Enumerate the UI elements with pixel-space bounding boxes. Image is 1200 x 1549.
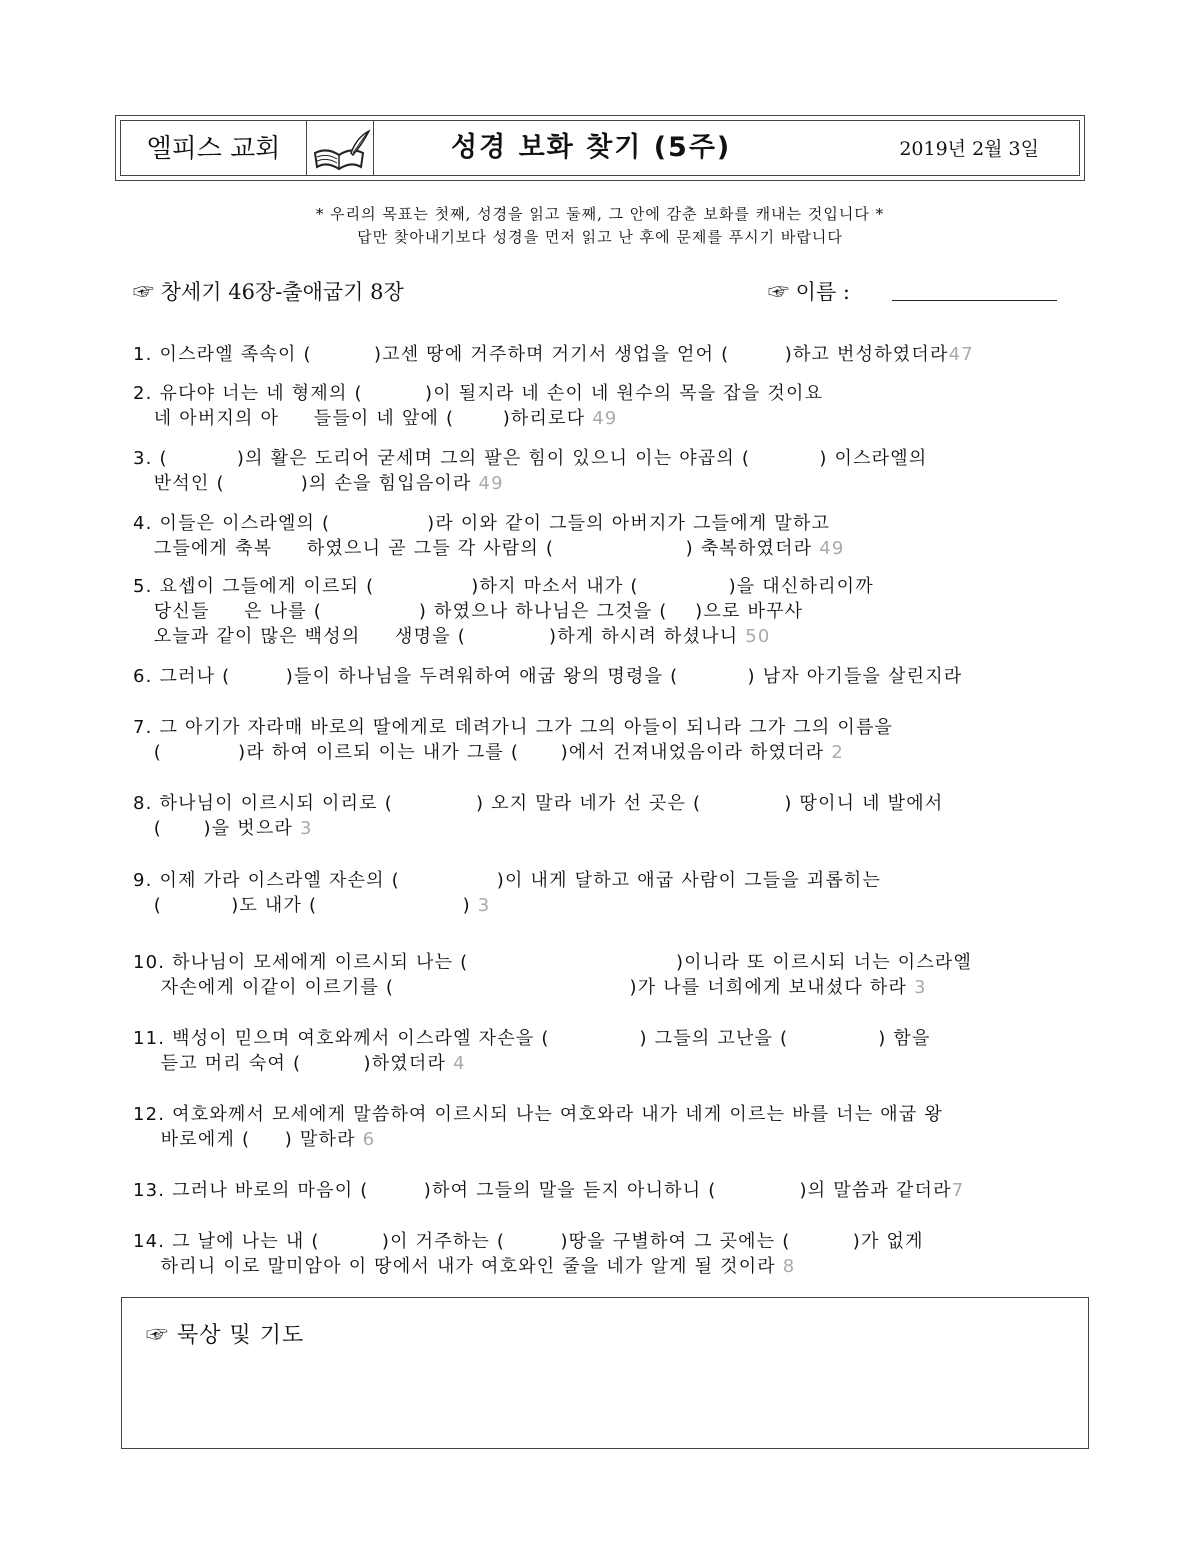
question-item xyxy=(133,511,1073,561)
question-text: 14. 그 날에 나는 내 ( )이 거주하는 ( )땅을 구별하여 그 곳에는 ( )가 없게 xyxy=(133,1231,924,1252)
question-text: 네 아버지의 아 들들이 네 앞에 ( )하리로다 xyxy=(133,408,593,429)
chapter-reference: 49 xyxy=(819,538,845,559)
chapter-reference: 6 xyxy=(362,1129,376,1150)
question-line[interactable] xyxy=(133,624,1073,649)
intro-line-1: * 우리의 목표는 첫째, 성경을 읽고 둘째, 그 안에 감춘 보화를 캐내는 것입니다 * xyxy=(315,205,885,223)
bible-range-heading: ☞ 창세기 46장-출애굽기 8장 xyxy=(133,280,404,304)
question-item xyxy=(133,1102,1073,1152)
question-text: 하리니 이로 말미암아 이 땅에서 내가 여호와인 줄을 네가 알게 될 것이라 xyxy=(133,1256,783,1277)
question-line[interactable] xyxy=(133,740,1073,765)
question-item xyxy=(133,868,1073,918)
question-text: 7. 그 아기가 자라매 바로의 딸에게로 데려가니 그가 그의 아들이 되니라 그가 그의 이름을 xyxy=(133,717,894,738)
question-text: 1. 이스라엘 족속이 ( )고센 땅에 거주하며 거기서 생업을 얻어 ( )하고 번성하였더라 xyxy=(133,344,949,365)
question-text: 그들에게 축복 하였으니 곧 그들 각 사람의 ( ) 축복하였더라 xyxy=(133,538,820,559)
question-line[interactable] xyxy=(133,406,1073,431)
question-line[interactable] xyxy=(133,1026,1073,1051)
question-line[interactable] xyxy=(133,715,1073,740)
question-item xyxy=(133,574,1073,649)
chapter-reference: 3 xyxy=(299,818,313,839)
question-line[interactable] xyxy=(133,975,1073,1000)
question-item xyxy=(133,1178,1073,1203)
question-line[interactable] xyxy=(133,893,1073,918)
prayer-box[interactable] xyxy=(121,1297,1089,1449)
question-item xyxy=(133,446,1073,496)
question-text: ( )을 벗으라 xyxy=(133,818,300,839)
question-text: 4. 이들은 이스라엘의 ( )라 이와 같이 그들의 아버지가 그들에게 말하고 xyxy=(133,513,831,534)
question-text: 10. 하나님이 모세에게 이르시되 나는 ( )이니라 또 이르시되 너는 이스라엘 xyxy=(133,952,973,973)
question-text: 자손에게 이같이 이르기를 ( )가 나를 너희에게 보내셨다 하라 xyxy=(133,977,914,998)
question-line[interactable] xyxy=(133,574,1073,599)
question-text: 13. 그러나 바로의 마음이 ( )하여 그들의 말을 듣지 아니하니 ( )의 말씀과 같더라 xyxy=(133,1180,952,1201)
chapter-reference: 4 xyxy=(453,1053,466,1074)
chapter-reference: 49 xyxy=(478,473,504,494)
question-line[interactable] xyxy=(133,471,1073,496)
question-text: 바로에게 ( ) 말하라 xyxy=(133,1129,363,1150)
question-line[interactable] xyxy=(133,791,1073,816)
question-item xyxy=(133,715,1073,765)
question-line[interactable] xyxy=(133,342,1073,367)
chapter-reference: 3 xyxy=(477,895,491,916)
question-text: ( )라 하여 이르되 이는 내가 그를 ( )에서 건져내었음이라 하였더라 xyxy=(133,742,832,763)
question-line[interactable] xyxy=(133,664,1073,689)
date-label: 2019년 2월 3일 xyxy=(899,138,1039,160)
question-text: 11. 백성이 믿으며 여호와께서 이스라엘 자손을 ( ) 그들의 고난을 ( ) 함을 xyxy=(133,1028,931,1049)
question-line[interactable] xyxy=(133,536,1073,561)
question-line[interactable] xyxy=(133,1127,1073,1152)
name-input-line[interactable] xyxy=(892,300,1057,301)
header-inner-frame xyxy=(120,120,1080,176)
question-text: 12. 여호와께서 모세에게 말씀하여 이르시되 나는 여호와라 내가 네게 이르는 바를 너는 애굽 왕 xyxy=(133,1104,943,1125)
question-text: 3. ( )의 활은 도리어 굳세며 그의 팔은 힘이 있으니 이는 야곱의 ( ) 이스라엘의 xyxy=(133,448,928,469)
chapter-reference: 50 xyxy=(745,626,771,647)
question-line[interactable] xyxy=(133,1102,1073,1127)
question-item xyxy=(133,381,1073,431)
question-text: 9. 이제 가라 이스라엘 자손의 ( )이 내게 달하고 애굽 사람이 그들을 괴롭히는 xyxy=(133,870,882,891)
question-line[interactable] xyxy=(133,381,1073,406)
question-line[interactable] xyxy=(133,599,1073,624)
chapter-reference: 8 xyxy=(782,1256,796,1277)
question-line[interactable] xyxy=(133,950,1073,975)
question-item xyxy=(133,342,1073,367)
prayer-title: ☞ 묵상 및 기도 xyxy=(146,1323,305,1348)
question-item xyxy=(133,950,1073,1000)
chapter-reference: 7 xyxy=(951,1180,965,1201)
question-item xyxy=(133,1026,1073,1076)
question-text: 6. 그러나 ( )들이 하나님을 두려워하여 애굽 왕의 명령을 ( ) 남자 아기들을 살린지라 xyxy=(133,666,963,687)
question-item xyxy=(133,664,1073,689)
question-item xyxy=(133,1229,1073,1279)
question-text: 오늘과 같이 많은 백성의 생명을 ( )하게 하시려 하셨나니 xyxy=(133,626,746,647)
question-line[interactable] xyxy=(133,868,1073,893)
chapter-reference: 47 xyxy=(948,344,974,365)
question-line[interactable] xyxy=(133,816,1073,841)
question-text: 5. 요셉이 그들에게 이르되 ( )하지 마소서 내가 ( )을 대신하리이까 xyxy=(133,576,874,597)
church-name: 엘피스 교회 xyxy=(121,121,307,175)
intro-line-2: 답만 찾아내기보다 성경을 먼저 읽고 난 후에 문제를 푸시기 바랍니다 xyxy=(357,228,843,246)
header-divider xyxy=(373,121,374,175)
book-quill-icon xyxy=(311,127,371,173)
question-text: 2. 유다야 너는 네 형제의 ( )이 될지라 네 손이 네 원수의 목을 잡을 것이요 xyxy=(133,383,824,404)
chapter-reference: 3 xyxy=(913,977,927,998)
question-text: ( )도 내가 ( ) xyxy=(133,895,478,916)
header-box xyxy=(115,115,1085,181)
question-item xyxy=(133,791,1073,841)
question-text: 당신들 은 나를 ( ) 하였으나 하나님은 그것을 ( )으로 바꾸사 xyxy=(133,601,804,622)
question-text: 8. 하나님이 이르시되 이리로 ( ) 오지 말라 네가 선 곳은 ( ) 땅이니 네 발에서 xyxy=(133,793,944,814)
question-text: 듣고 머리 숙여 ( )하였더라 xyxy=(133,1053,453,1074)
question-text: 반석인 ( )의 손을 힘입음이라 xyxy=(133,473,479,494)
question-line[interactable] xyxy=(133,1254,1073,1279)
name-label: ☞ 이름 : xyxy=(768,280,850,304)
question-line[interactable] xyxy=(133,511,1073,536)
chapter-reference: 2 xyxy=(831,742,844,763)
question-line[interactable] xyxy=(133,446,1073,471)
question-line[interactable] xyxy=(133,1229,1073,1254)
question-line[interactable] xyxy=(133,1051,1073,1076)
page-title: 성경 보화 찾기 (5주) xyxy=(451,132,732,163)
chapter-reference: 49 xyxy=(592,408,618,429)
question-line[interactable] xyxy=(133,1178,1073,1203)
